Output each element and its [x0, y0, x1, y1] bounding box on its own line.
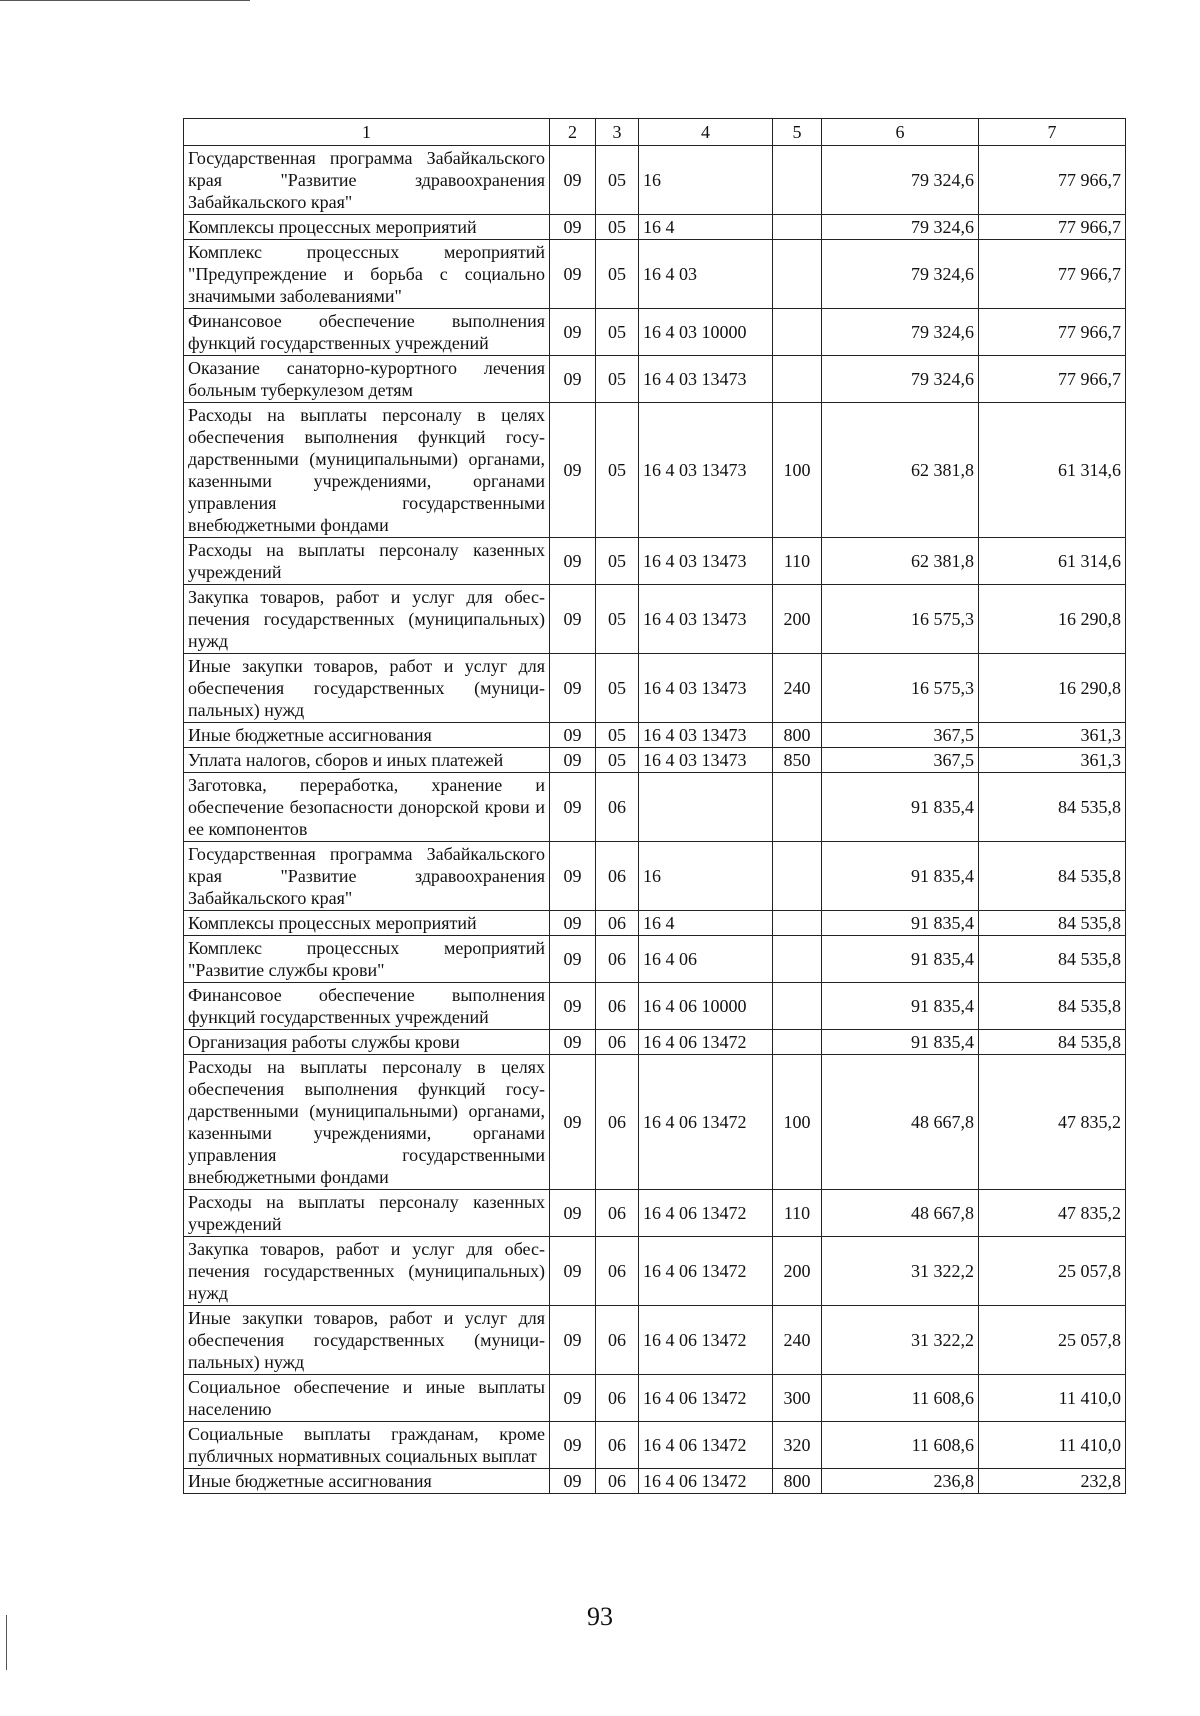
row-article-cell: 16 4 03 10000 — [639, 309, 773, 356]
row-name-cell: Комплексы процессных мероприятий — [184, 215, 550, 240]
row-name-cell: Закупка товаров, работ и услуг для обеспечения государственных (муниципальных) нужд — [184, 585, 550, 654]
row-expense-type-cell — [773, 146, 822, 215]
table-row — [184, 1030, 1126, 1055]
row-subsection-cell: 05 — [596, 538, 639, 585]
row-article-cell: 16 4 03 — [639, 240, 773, 309]
table-row — [184, 356, 1126, 403]
row-article-cell — [639, 773, 773, 842]
row-section-cell: 09 — [550, 538, 596, 585]
row-section-cell: 09 — [550, 1237, 596, 1306]
row-subsection-cell: 06 — [596, 1375, 639, 1422]
page-number: 93 — [587, 1602, 613, 1631]
column-header-4: 4 — [639, 119, 773, 146]
row-article-cell: 16 4 06 13472 — [639, 1030, 773, 1055]
row-article-cell: 16 4 03 13473 — [639, 748, 773, 773]
row-subsection-cell: 05 — [596, 654, 639, 723]
row-subsection-cell: 06 — [596, 1469, 639, 1494]
row-name-cell: Социальное обеспечение и иные выплаты населению — [184, 1375, 550, 1422]
row-amount-year2-cell: 84 535,8 — [979, 911, 1126, 936]
row-amount-year2-cell: 11 410,0 — [979, 1375, 1126, 1422]
row-amount-year1-cell: 16 575,3 — [822, 585, 979, 654]
row-amount-year2-cell: 16 290,8 — [979, 654, 1126, 723]
table-header-row — [184, 119, 1126, 146]
row-section-cell: 09 — [550, 1030, 596, 1055]
table-row — [184, 654, 1126, 723]
row-subsection-cell: 06 — [596, 1055, 639, 1190]
table-row — [184, 585, 1126, 654]
row-expense-type-cell — [773, 936, 822, 983]
row-article-cell: 16 4 03 13473 — [639, 654, 773, 723]
row-section-cell: 09 — [550, 240, 596, 309]
table-row — [184, 773, 1126, 842]
row-amount-year2-cell: 232,8 — [979, 1469, 1126, 1494]
table-row — [184, 1055, 1126, 1190]
row-amount-year1-cell: 91 835,4 — [822, 773, 979, 842]
row-amount-year1-cell: 62 381,8 — [822, 538, 979, 585]
row-amount-year1-cell: 79 324,6 — [822, 309, 979, 356]
row-amount-year1-cell: 31 322,2 — [822, 1306, 979, 1375]
row-name-cell: Государственная программа Забайкальского края "Развитие здравоохранения Забайкальского края" — [184, 842, 550, 911]
row-amount-year2-cell: 25 057,8 — [979, 1306, 1126, 1375]
row-subsection-cell: 06 — [596, 773, 639, 842]
row-article-cell: 16 4 — [639, 215, 773, 240]
row-article-cell: 16 4 06 13472 — [639, 1055, 773, 1190]
row-name-cell: Заготовка, переработка, хранение и обеспечение безопасности донорской крови и ее компонентов — [184, 773, 550, 842]
row-amount-year2-cell: 77 966,7 — [979, 215, 1126, 240]
row-amount-year2-cell: 361,3 — [979, 723, 1126, 748]
row-article-cell: 16 4 03 13473 — [639, 585, 773, 654]
row-expense-type-cell: 240 — [773, 1306, 822, 1375]
row-subsection-cell: 06 — [596, 936, 639, 983]
row-article-cell: 16 4 06 13472 — [639, 1375, 773, 1422]
table-row — [184, 1375, 1126, 1422]
table-row — [184, 1190, 1126, 1237]
row-name-cell: Уплата налогов, сборов и иных платежей — [184, 748, 550, 773]
row-name-cell: Иные бюджетные ассигнования — [184, 723, 550, 748]
row-expense-type-cell: 320 — [773, 1422, 822, 1469]
row-amount-year1-cell: 79 324,6 — [822, 215, 979, 240]
row-subsection-cell: 05 — [596, 356, 639, 403]
table-row — [184, 723, 1126, 748]
row-section-cell: 09 — [550, 748, 596, 773]
row-amount-year1-cell: 91 835,4 — [822, 842, 979, 911]
row-section-cell: 09 — [550, 403, 596, 538]
row-article-cell: 16 4 03 13473 — [639, 403, 773, 538]
row-amount-year1-cell: 79 324,6 — [822, 146, 979, 215]
row-expense-type-cell: 300 — [773, 1375, 822, 1422]
row-expense-type-cell: 110 — [773, 1190, 822, 1237]
row-subsection-cell: 06 — [596, 1422, 639, 1469]
row-article-cell: 16 4 06 — [639, 936, 773, 983]
row-amount-year1-cell: 91 835,4 — [822, 911, 979, 936]
row-amount-year2-cell: 47 835,2 — [979, 1190, 1126, 1237]
row-name-cell: Закупка товаров, работ и услуг для обеспечения государственных (муниципальных) нужд — [184, 1237, 550, 1306]
row-section-cell: 09 — [550, 842, 596, 911]
row-amount-year2-cell: 47 835,2 — [979, 1055, 1126, 1190]
row-article-cell: 16 4 06 13472 — [639, 1422, 773, 1469]
row-section-cell: 09 — [550, 309, 596, 356]
table-row — [184, 403, 1126, 538]
row-amount-year2-cell: 61 314,6 — [979, 538, 1126, 585]
row-article-cell: 16 4 03 13473 — [639, 356, 773, 403]
row-subsection-cell: 05 — [596, 240, 639, 309]
row-subsection-cell: 06 — [596, 911, 639, 936]
row-section-cell: 09 — [550, 1306, 596, 1375]
row-subsection-cell: 05 — [596, 146, 639, 215]
row-section-cell: 09 — [550, 1190, 596, 1237]
row-subsection-cell: 05 — [596, 403, 639, 538]
row-expense-type-cell: 800 — [773, 1469, 822, 1494]
row-name-cell: Комплекс процессных мероприятий "Предупреждение и борьба с социально значимыми заболеваниями" — [184, 240, 550, 309]
row-amount-year2-cell: 11 410,0 — [979, 1422, 1126, 1469]
row-amount-year1-cell: 16 575,3 — [822, 654, 979, 723]
row-article-cell: 16 4 03 13473 — [639, 723, 773, 748]
column-header-5: 5 — [773, 119, 822, 146]
row-amount-year1-cell: 91 835,4 — [822, 1030, 979, 1055]
row-subsection-cell: 05 — [596, 215, 639, 240]
row-section-cell: 09 — [550, 1422, 596, 1469]
row-article-cell: 16 4 — [639, 911, 773, 936]
row-subsection-cell: 06 — [596, 1190, 639, 1237]
row-subsection-cell: 06 — [596, 983, 639, 1030]
row-subsection-cell: 05 — [596, 748, 639, 773]
column-header-2: 2 — [550, 119, 596, 146]
table-row — [184, 240, 1126, 309]
row-amount-year1-cell: 367,5 — [822, 723, 979, 748]
table-row — [184, 146, 1126, 215]
row-amount-year2-cell: 16 290,8 — [979, 585, 1126, 654]
row-name-cell: Оказание санаторно-курортного лечения больным туберкулезом детям — [184, 356, 550, 403]
row-section-cell: 09 — [550, 983, 596, 1030]
column-header-7: 7 — [979, 119, 1126, 146]
row-amount-year2-cell: 361,3 — [979, 748, 1126, 773]
row-name-cell: Финансовое обеспечение выполнения функций государственных учреждений — [184, 983, 550, 1030]
table-row — [184, 983, 1126, 1030]
row-amount-year1-cell: 79 324,6 — [822, 240, 979, 309]
row-expense-type-cell: 200 — [773, 585, 822, 654]
row-expense-type-cell: 110 — [773, 538, 822, 585]
table-row — [184, 538, 1126, 585]
table-row — [184, 1306, 1126, 1375]
row-subsection-cell: 06 — [596, 1237, 639, 1306]
row-amount-year1-cell: 11 608,6 — [822, 1375, 979, 1422]
row-name-cell: Комплексы процессных мероприятий — [184, 911, 550, 936]
row-section-cell: 09 — [550, 585, 596, 654]
row-name-cell: Комплекс процессных мероприятий "Развитие службы крови" — [184, 936, 550, 983]
row-amount-year2-cell: 77 966,7 — [979, 309, 1126, 356]
row-section-cell: 09 — [550, 215, 596, 240]
row-article-cell: 16 4 06 13472 — [639, 1190, 773, 1237]
row-name-cell: Расходы на выплаты персоналу в целях обеспечения выполнения функций государственными (муниципальными) органами, казенными учреждениями, органами управления государственными внебюджетными фондами — [184, 403, 550, 538]
row-amount-year2-cell: 84 535,8 — [979, 1030, 1126, 1055]
row-expense-type-cell: 800 — [773, 723, 822, 748]
table-row — [184, 215, 1126, 240]
row-amount-year1-cell: 48 667,8 — [822, 1190, 979, 1237]
row-subsection-cell: 06 — [596, 842, 639, 911]
column-header-1: 1 — [184, 119, 550, 146]
row-amount-year2-cell: 84 535,8 — [979, 842, 1126, 911]
row-subsection-cell: 05 — [596, 723, 639, 748]
row-amount-year2-cell: 84 535,8 — [979, 983, 1126, 1030]
row-expense-type-cell — [773, 356, 822, 403]
row-section-cell: 09 — [550, 1055, 596, 1190]
row-amount-year1-cell: 367,5 — [822, 748, 979, 773]
row-amount-year2-cell: 77 966,7 — [979, 356, 1126, 403]
row-expense-type-cell: 240 — [773, 654, 822, 723]
row-amount-year2-cell: 61 314,6 — [979, 403, 1126, 538]
table-body — [184, 146, 1126, 1494]
table-row — [184, 748, 1126, 773]
row-section-cell: 09 — [550, 654, 596, 723]
row-amount-year2-cell: 84 535,8 — [979, 773, 1126, 842]
row-name-cell: Иные бюджетные ассигнования — [184, 1469, 550, 1494]
row-name-cell: Расходы на выплаты персоналу в целях обеспечения выполнения функций государственными (муниципальными) органами, казенными учреждениями, органами управления государственными внебюджетными фондами — [184, 1055, 550, 1190]
row-name-cell: Иные закупки товаров, работ и услуг для обеспечения государственных (муниципальных) нужд — [184, 1306, 550, 1375]
row-name-cell: Расходы на выплаты персоналу казенных учреждений — [184, 538, 550, 585]
row-amount-year1-cell: 48 667,8 — [822, 1055, 979, 1190]
row-name-cell: Иные закупки товаров, работ и услуг для обеспечения государственных (муниципальных) нужд — [184, 654, 550, 723]
row-expense-type-cell — [773, 1030, 822, 1055]
row-expense-type-cell — [773, 309, 822, 356]
row-amount-year1-cell: 11 608,6 — [822, 1422, 979, 1469]
row-article-cell: 16 — [639, 146, 773, 215]
row-section-cell: 09 — [550, 146, 596, 215]
row-article-cell: 16 4 06 13472 — [639, 1469, 773, 1494]
table-row — [184, 911, 1126, 936]
row-expense-type-cell — [773, 215, 822, 240]
budget-table — [183, 118, 1126, 1494]
row-subsection-cell: 06 — [596, 1306, 639, 1375]
row-expense-type-cell — [773, 773, 822, 842]
row-section-cell: 09 — [550, 356, 596, 403]
row-amount-year1-cell: 79 324,6 — [822, 356, 979, 403]
row-name-cell: Финансовое обеспечение выполнения функций государственных учреждений — [184, 309, 550, 356]
row-article-cell: 16 4 06 13472 — [639, 1306, 773, 1375]
row-article-cell: 16 4 03 13473 — [639, 538, 773, 585]
row-name-cell: Государственная программа Забайкальского края "Развитие здравоохранения Забайкальского края" — [184, 146, 550, 215]
row-expense-type-cell — [773, 983, 822, 1030]
column-header-3: 3 — [596, 119, 639, 146]
table-row — [184, 936, 1126, 983]
row-subsection-cell: 05 — [596, 309, 639, 356]
table-row — [184, 1237, 1126, 1306]
row-amount-year2-cell: 84 535,8 — [979, 936, 1126, 983]
scan-edge-line — [0, 0, 250, 1]
row-section-cell: 09 — [550, 936, 596, 983]
row-section-cell: 09 — [550, 723, 596, 748]
table-row — [184, 1469, 1126, 1494]
row-amount-year1-cell: 62 381,8 — [822, 403, 979, 538]
row-expense-type-cell: 200 — [773, 1237, 822, 1306]
row-expense-type-cell — [773, 911, 822, 936]
table-row — [184, 1422, 1126, 1469]
row-name-cell: Социальные выплаты гражданам, кроме публичных нормативных социальных выплат — [184, 1422, 550, 1469]
row-amount-year2-cell: 77 966,7 — [979, 240, 1126, 309]
row-expense-type-cell: 100 — [773, 1055, 822, 1190]
table-row — [184, 309, 1126, 356]
row-expense-type-cell: 100 — [773, 403, 822, 538]
row-amount-year2-cell: 77 966,7 — [979, 146, 1126, 215]
row-amount-year1-cell: 31 322,2 — [822, 1237, 979, 1306]
row-amount-year1-cell: 91 835,4 — [822, 936, 979, 983]
row-expense-type-cell — [773, 240, 822, 309]
row-name-cell: Расходы на выплаты персоналу казенных учреждений — [184, 1190, 550, 1237]
row-section-cell: 09 — [550, 773, 596, 842]
row-amount-year1-cell: 236,8 — [822, 1469, 979, 1494]
table-row — [184, 842, 1126, 911]
row-article-cell: 16 4 06 13472 — [639, 1237, 773, 1306]
column-header-6: 6 — [822, 119, 979, 146]
row-amount-year1-cell: 91 835,4 — [822, 983, 979, 1030]
row-amount-year2-cell: 25 057,8 — [979, 1237, 1126, 1306]
row-article-cell: 16 — [639, 842, 773, 911]
row-section-cell: 09 — [550, 1469, 596, 1494]
row-name-cell: Организация работы службы крови — [184, 1030, 550, 1055]
row-subsection-cell: 05 — [596, 585, 639, 654]
row-expense-type-cell: 850 — [773, 748, 822, 773]
row-article-cell: 16 4 06 10000 — [639, 983, 773, 1030]
row-section-cell: 09 — [550, 1375, 596, 1422]
row-expense-type-cell — [773, 842, 822, 911]
row-subsection-cell: 06 — [596, 1030, 639, 1055]
row-section-cell: 09 — [550, 911, 596, 936]
